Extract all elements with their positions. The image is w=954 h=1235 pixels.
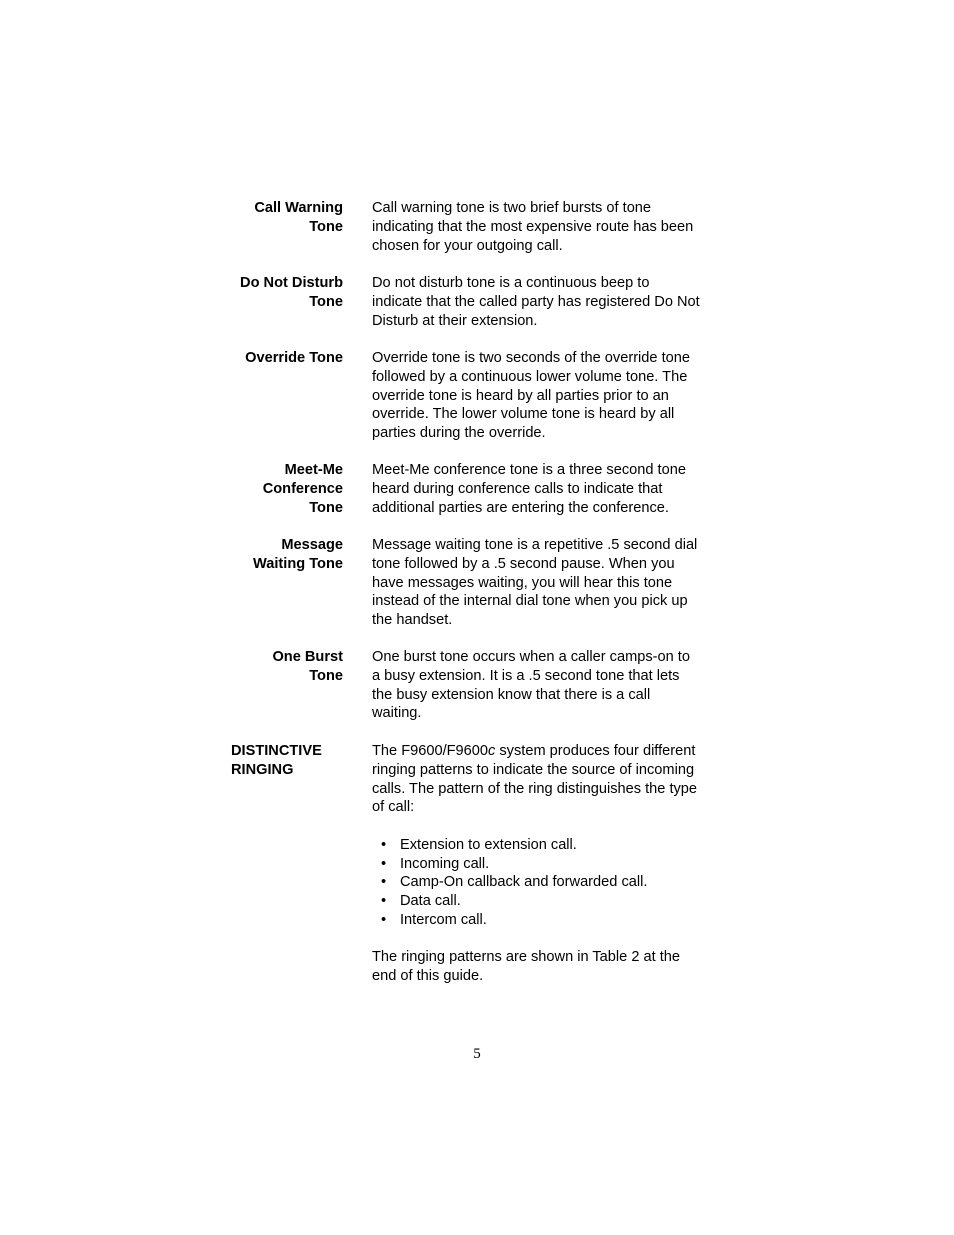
tone-term-line: Waiting Tone [253,555,343,572]
tone-description [372,461,732,517]
tone-description-line: the busy extension know that there is a call [372,686,651,703]
list-item [372,855,732,874]
bullet-icon: • [381,911,387,928]
list-item-text: Extension to extension call. [400,836,577,853]
tone-description [372,536,732,630]
tone-description-line: Message waiting tone is a repetitive .5 second dial [372,537,698,553]
tone-term [240,274,343,312]
bullet-icon: • [381,836,387,853]
intro-line [372,742,732,761]
tone-term-line: Do Not Disturb [240,275,343,291]
bullet-icon: • [381,855,387,872]
list-item-text: Incoming call. [400,855,490,872]
section-heading-line: DISTINCTIVE [231,743,322,759]
tone-description-line: followed by a continuous lower volume tone. The [372,368,688,385]
outro-paragraph [372,948,732,986]
tone-description [372,199,732,255]
tone-term [272,648,343,686]
tone-term-line: Message [281,537,343,553]
tone-description-line: tone followed by a .5 second pause. When you [372,555,675,572]
intro-line: of call: [372,799,415,816]
tone-description-line: Override tone is two seconds of the override tone [372,350,690,366]
tone-description [372,648,732,723]
tone-term [254,199,343,237]
tone-description [372,349,732,443]
section-heading [231,742,322,780]
tone-description-line: have messages waiting, you will hear this tone [372,574,673,591]
tone-term-line: Call Warning [254,200,343,216]
tone-term [253,536,343,574]
tone-description-line: Meet-Me conference tone is a three second tone [372,462,686,478]
intro-text: The F9600/F9600 [372,743,489,759]
call-type-list [372,836,732,930]
tone-term-line: Tone [309,499,343,516]
tone-description-line: chosen for your outgoing call. [372,237,563,254]
tone-description-line: the handset. [372,612,453,629]
tone-description-line: Do not disturb tone is a continuous beep to [372,275,650,291]
tone-description-line: heard during conference calls to indicate that [372,480,663,497]
bullet-icon: • [381,874,387,891]
page-number: 5 [473,1046,481,1062]
tone-term [245,349,343,368]
tone-description-line: Call warning tone is two brief bursts of tone [372,200,652,216]
intro-italic: c [488,743,496,759]
tone-term-line: Tone [309,667,343,684]
list-item [372,892,732,911]
list-item [372,873,732,892]
outro-line: The ringing patterns are shown in Table 2 at the [372,949,681,966]
tone-term-line: Meet-Me [284,462,343,478]
tone-description [372,274,732,330]
tone-description-line: a busy extension. It is a .5 second tone that lets [372,667,680,684]
list-item-text: Intercom call. [400,911,487,928]
tone-description-line: instead of the internal dial tone when you pick up [372,593,688,610]
tone-description-line: additional parties are entering the conference. [372,499,669,516]
outro-line: end of this guide. [372,968,484,985]
tone-description-line: waiting. [372,705,422,722]
intro-line: calls. The pattern of the ring distinguishes the type [372,780,698,797]
tone-description-line: parties during the override. [372,425,546,442]
tone-term-line: One Burst [272,649,343,665]
tone-term [263,461,343,517]
list-item-text: Camp-On callback and forwarded call. [400,874,648,891]
bullet-icon: • [381,893,387,910]
intro-line: ringing patterns to indicate the source of incoming [372,761,695,778]
section-heading-line: RINGING [231,761,294,778]
tone-description-line: override. The lower volume tone is heard by all [372,406,675,423]
tone-term-line: Conference [262,480,343,497]
list-item [372,911,732,930]
tone-term-line: Tone [309,218,343,235]
tone-description-line: Disturb at their extension. [372,312,538,329]
tone-description-line: indicating that the most expensive route has been [372,218,694,235]
section-description [372,742,732,986]
tone-description-line: One burst tone occurs when a caller camps-on to [372,649,690,665]
list-item [372,836,732,855]
tone-term-line: Override Tone [245,350,343,366]
intro-text: system produces four different [495,743,696,759]
intro-paragraph [372,742,732,817]
list-item-text: Data call. [400,893,461,910]
tone-description-line: indicate that the called party has registered Do Not [372,293,700,310]
tone-description-line: override tone is heard by all parties prior to an [372,387,669,404]
tone-term-line: Tone [309,293,343,310]
